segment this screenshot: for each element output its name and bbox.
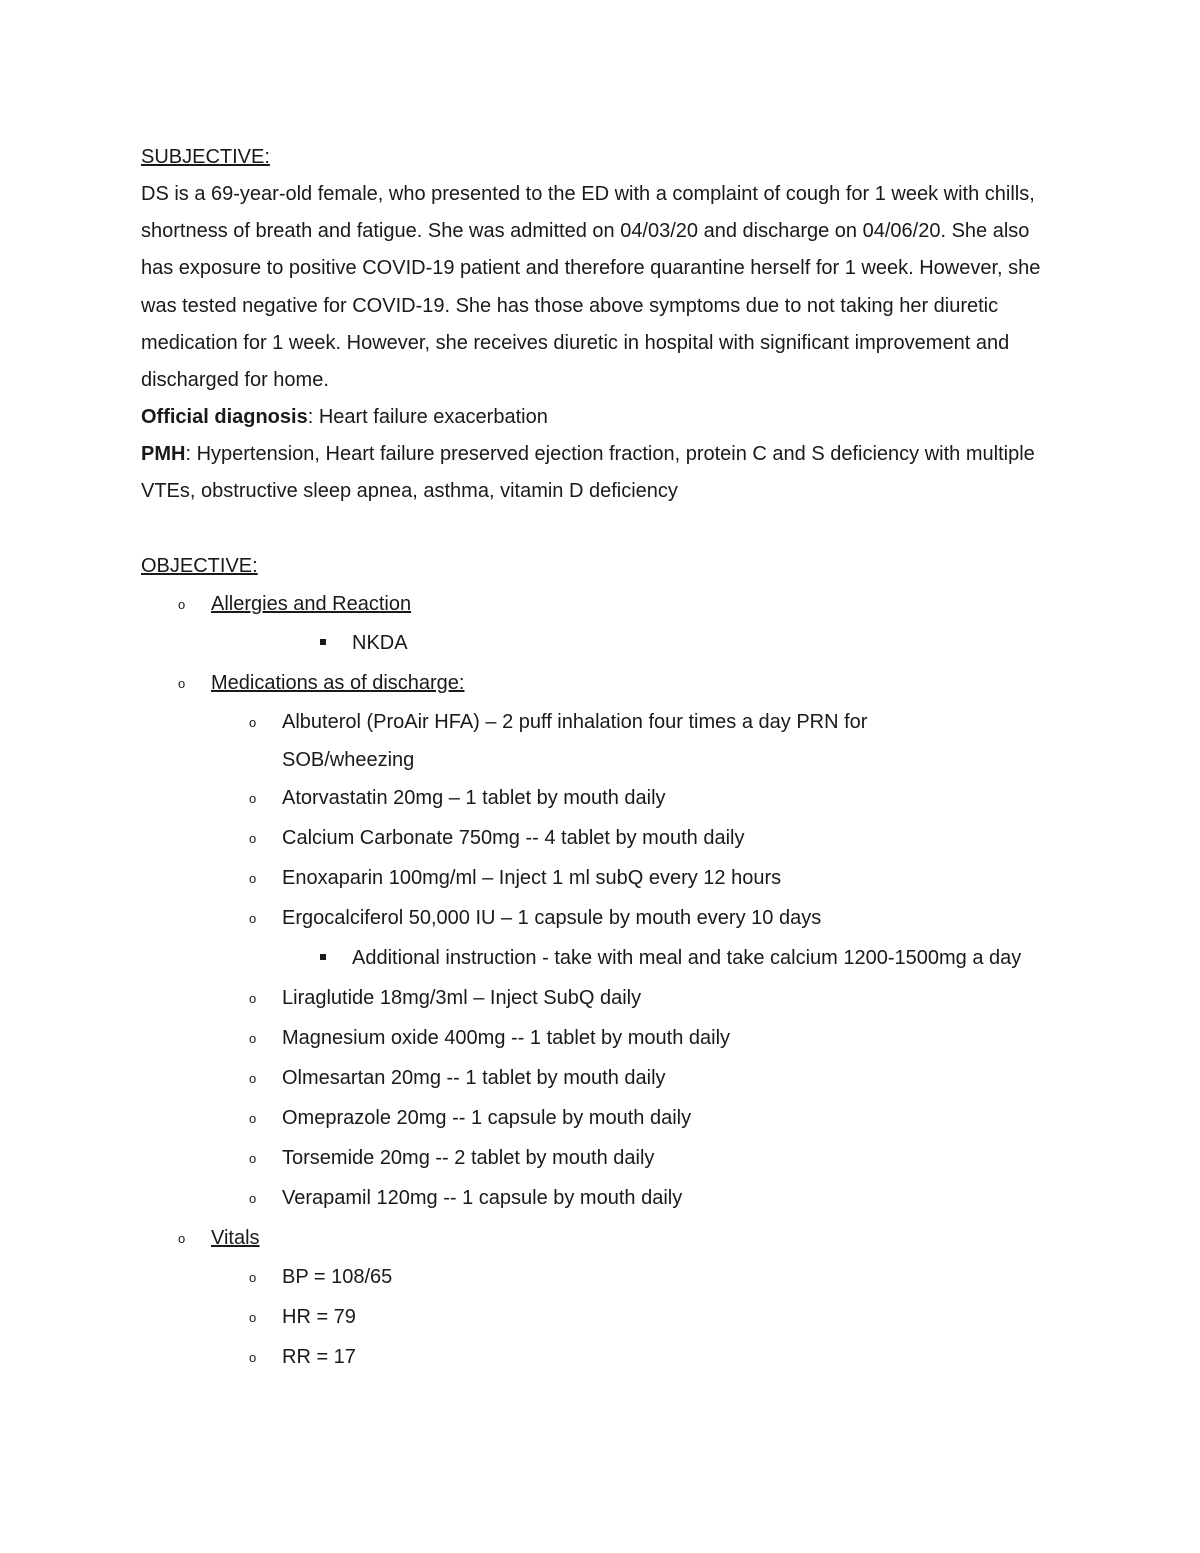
subjective-narrative: DS is a 69-year-old female, who presented to the ED with a complaint of cough for 1 week with chills, shortness of breath and fatigue. She was admitted on 04/03/20 and discharge on 04/06/20. She also has exposure to positive COVID-19 patient and therefore quarantine herself for 1 week. However, she was tested negative for COVID-19. She has those above symptoms due to not taking her diuretic medication for 1 week. However, she receives diuretic in hospital with significant improvement and discharged for home. xyxy=(141,183,1041,392)
hollow-bullet-icon: o xyxy=(249,1030,257,1046)
hollow-bullet-icon: o xyxy=(178,675,186,691)
hollow-bullet-icon: o xyxy=(249,714,257,730)
hollow-bullet-icon: o xyxy=(178,596,186,612)
hollow-bullet-icon: o xyxy=(178,1230,186,1246)
medication-item: Liraglutide 18mg/3ml – Inject SubQ daily xyxy=(282,986,642,1009)
list-item xyxy=(141,859,1061,899)
medication-item: Calcium Carbonate 750mg -- 4 tablet by mouth daily xyxy=(282,826,745,849)
square-bullet-icon xyxy=(320,954,326,960)
diagnosis-value: : Heart failure exacerbation xyxy=(307,406,548,429)
list-item xyxy=(141,1258,1061,1298)
vital-item: BP = 108/65 xyxy=(282,1265,393,1288)
list-item xyxy=(141,1019,1061,1059)
vital-item: HR = 79 xyxy=(282,1305,356,1328)
pmh-label: PMH xyxy=(141,443,186,466)
diagnosis-label: Official diagnosis xyxy=(141,406,308,429)
vitals-label: Vitals xyxy=(211,1226,260,1249)
medication-note: Additional instruction - take with meal and take calcium 1200-1500mg a day xyxy=(352,946,1022,969)
medication-item: Olmesartan 20mg -- 1 tablet by mouth daily xyxy=(282,1066,666,1089)
hollow-bullet-icon: o xyxy=(249,1150,257,1166)
list-item xyxy=(141,979,1061,1019)
medication-item: Magnesium oxide 400mg -- 1 tablet by mouth daily xyxy=(282,1026,731,1049)
vitals-section xyxy=(141,1219,1061,1258)
document-content xyxy=(141,139,1061,1378)
hollow-bullet-icon: o xyxy=(249,1309,257,1325)
medications-label: Medications as of discharge: xyxy=(211,671,465,694)
pmh xyxy=(141,436,1061,510)
hollow-bullet-icon: o xyxy=(249,990,257,1006)
list-item xyxy=(141,1338,1061,1378)
square-bullet-icon xyxy=(320,639,326,645)
vital-item: RR = 17 xyxy=(282,1345,356,1368)
list-item xyxy=(141,939,1061,979)
list-item xyxy=(141,1099,1061,1139)
medications-section xyxy=(141,664,1061,703)
list-item xyxy=(141,1139,1061,1179)
list-item xyxy=(141,624,1061,664)
hollow-bullet-icon: o xyxy=(249,910,257,926)
hollow-bullet-icon: o xyxy=(249,1070,257,1086)
medication-item: Atorvastatin 20mg – 1 tablet by mouth daily xyxy=(282,786,666,809)
objective-heading: OBJECTIVE: xyxy=(141,554,258,577)
medication-item: Ergocalciferol 50,000 IU – 1 capsule by mouth every 10 days xyxy=(282,906,822,929)
list-item xyxy=(141,1298,1061,1338)
hollow-bullet-icon: o xyxy=(249,830,257,846)
hollow-bullet-icon: o xyxy=(249,870,257,886)
subjective-heading: SUBJECTIVE: xyxy=(141,146,270,168)
medication-item: Torsemide 20mg -- 2 tablet by mouth daily xyxy=(282,1146,655,1169)
medication-item: Omeprazole 20mg -- 1 capsule by mouth daily xyxy=(282,1106,692,1129)
list-item xyxy=(141,1059,1061,1099)
medication-item: Enoxaparin 100mg/ml – Inject 1 ml subQ every 12 hours xyxy=(282,866,782,889)
hollow-bullet-icon: o xyxy=(249,790,257,806)
list-item xyxy=(141,819,1061,859)
allergy-item: NKDA xyxy=(352,631,408,654)
allergies-label: Allergies and Reaction xyxy=(211,592,412,615)
list-item xyxy=(141,1179,1061,1219)
official-diagnosis xyxy=(141,399,1061,436)
pmh-value: : Hypertension, Heart failure preserved ejection fraction, protein C and S deficiency with multiple VTEs, obstructive sleep apnea, asthma, vitamin D deficiency xyxy=(141,443,1035,503)
allergies-section xyxy=(141,585,1061,624)
hollow-bullet-icon: o xyxy=(249,1110,257,1126)
hollow-bullet-icon: o xyxy=(249,1190,257,1206)
medication-item: Albuterol (ProAir HFA) – 2 puff inhalation four times a day PRN for SOB/wheezing xyxy=(282,710,868,771)
hollow-bullet-icon: o xyxy=(249,1349,257,1365)
list-item xyxy=(141,779,1061,819)
list-item xyxy=(141,899,1061,939)
medication-item: Verapamil 120mg -- 1 capsule by mouth daily xyxy=(282,1186,683,1209)
spacer xyxy=(141,511,1061,548)
hollow-bullet-icon: o xyxy=(249,1269,257,1285)
list-item xyxy=(141,703,1061,779)
